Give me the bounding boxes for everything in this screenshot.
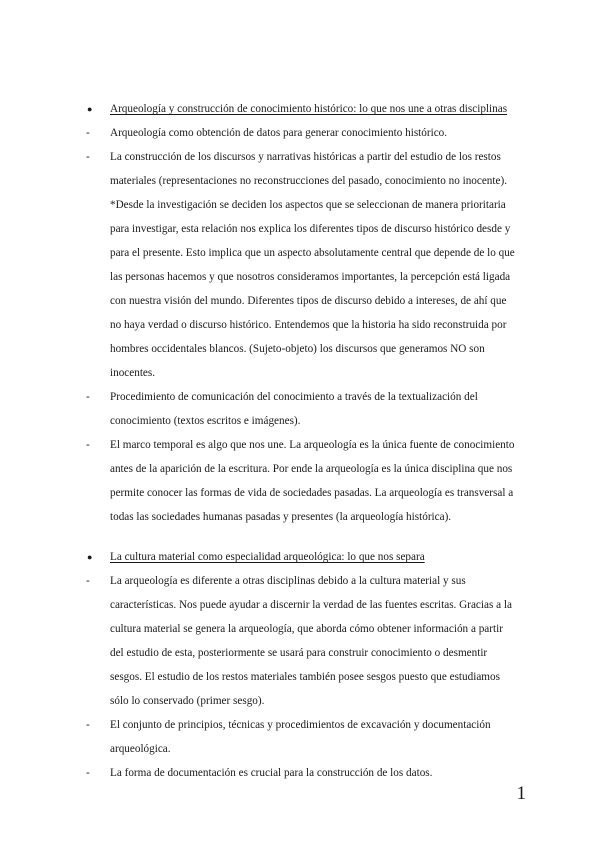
section-2-heading-text: La cultura material como especialidad arqueológica: lo que nos separa xyxy=(110,551,425,563)
bullet-icon: ● xyxy=(87,104,93,114)
section-1-heading-text: Arqueología y construcción de conocimiento histórico: lo que nos une a otras disciplinas xyxy=(110,103,508,115)
list-item xyxy=(86,121,518,145)
section-2-heading xyxy=(86,545,518,569)
section-2 xyxy=(86,545,518,785)
list-item xyxy=(86,145,518,385)
list-item-text: Arqueología como obtención de datos para generar conocimiento histórico. xyxy=(110,127,448,139)
section-1-heading xyxy=(86,97,518,121)
list-item-text: La arqueología es diferente a otras disciplinas debido a la cultura material y sus características. Nos puede ayudar a discernir la verdad de las fuentes escritas. Gracias a la cultura material se genera la arqueología, que aborda cómo obtener información a partir del estudio de esta, posteriormente se usará para construir conocimiento o desmentir sesgos. El estudio de los restos materiales también posee sesgos puesto que estudiamos sólo lo conservado (primer sesgo). xyxy=(110,575,512,707)
list-item-text: El marco temporal es algo que nos une. La arqueología es la única fuente de conocimiento antes de la aparición de la escritura. Por ende la arqueología es la única disciplina que nos permite conocer las formas de vida de sociedades pasadas. La arqueología es transversal a todas las sociedades humanas pasadas y presentes (la arqueología histórica). xyxy=(110,439,515,523)
dash-marker: - xyxy=(86,719,90,731)
list-item-text: La forma de documentación es crucial para la construcción de los datos. xyxy=(110,767,433,779)
list-item-text: La construcción de los discursos y narrativas históricas a partir del estudio de los restos materiales (representaciones no reconstrucciones del pasado, conocimiento no inocente). *Desde la investigación se deciden los aspectos que se seleccionan de manera prioritaria para investigar, esta relación nos explica los diferentes tipos de discurso histórico desde y para el presente. Esto implica que un aspecto absolutamente central que depende de lo que las personas hacemos y que nosotros consideramos importantes, la percepción está ligada con nuestra visión del mundo. Diferentes tipos de discurso debido a intereses, de ahí que no haya verdad o discurso histórico. Entendemos que la historia ha sido reconstruida por hombres occidentales blancos. (Sujeto-objeto) los discursos que generamos NO son inocentes. xyxy=(110,151,515,379)
list-item xyxy=(86,569,518,713)
list-item xyxy=(86,433,518,529)
page-number: 1 xyxy=(516,783,526,804)
dash-marker: - xyxy=(86,767,90,779)
bullet-icon: ● xyxy=(87,552,93,562)
dash-marker: - xyxy=(86,151,90,163)
list-item xyxy=(86,761,518,785)
list-item-text: Procedimiento de comunicación del conocimiento a través de la textualización del conocimiento (textos escritos e imágenes). xyxy=(110,391,478,427)
dash-marker: - xyxy=(86,127,90,139)
dash-marker: - xyxy=(86,575,90,587)
dash-marker: - xyxy=(86,391,90,403)
list-item-text: El conjunto de principios, técnicas y procedimientos de excavación y documentación arqueológica. xyxy=(110,719,491,755)
dash-marker: - xyxy=(86,439,90,451)
section-1 xyxy=(86,97,518,529)
list-item xyxy=(86,385,518,433)
list-item xyxy=(86,713,518,761)
